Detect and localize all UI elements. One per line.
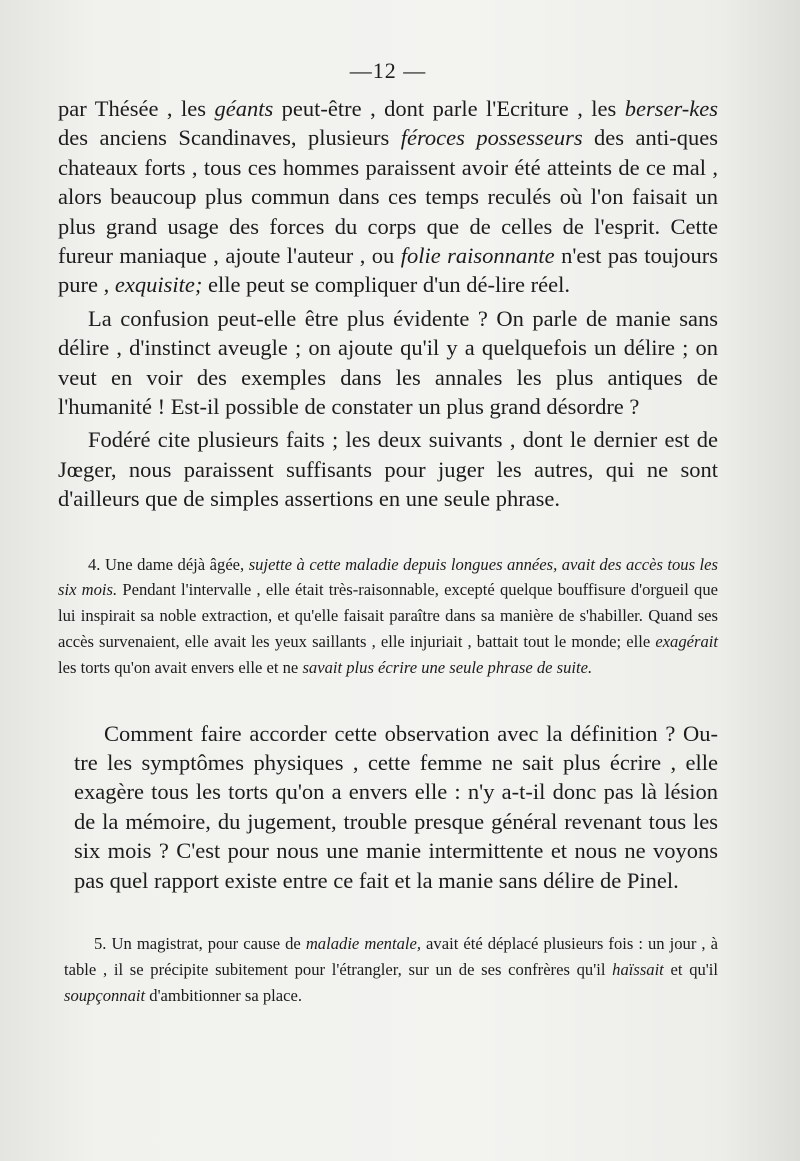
italic-run: berser-kes <box>624 96 719 121</box>
text-run: des anciens Scandinaves, plusieurs <box>58 125 401 151</box>
text-run: des anti-ques chateaux forts , tous ces hommes paraissent avoir été atteints de ce mal , alors beaucoup plus commun dans ces temps reculés où l'on faisait un plus grand usage des forces du corps que de celles de l'esprit. Cette fureur maniaque , ajoute l'auteur , ou <box>58 125 718 269</box>
text-run: Pendant l'intervalle , elle était très-raisonnable, excepté quelque bouffisure d'orgueil que lui inspirait sa noble extraction, et qu'elle faisait paraître dans sa manière de s'habiller. Quand ses accès survenaient, elle avait les yeux saillants , elle injuriait , battait tout le monde; elle <box>58 580 718 652</box>
italic-run: maladie mentale, <box>305 934 422 954</box>
paragraph <box>58 425 718 513</box>
italic-run: savait plus écrire une seule phrase de suite. <box>302 657 593 677</box>
page-content <box>58 58 718 1009</box>
text-run: 4. Une dame déjà âgée, <box>88 554 249 574</box>
body-block-2 <box>74 719 718 895</box>
text-run: Comment faire accorder cette observation avec la définition ? Ou-tre les symptômes physiques , cette femme ne sait plus écrire , elle exagère tous les torts qu'on a envers elle : n'y a-t-il donc pas là lésion de la mémoire, du jugement, trouble presque général revenant tous les six mois ? C'est pour nous une manie intermittente et nous ne voyons pas quel rapport existe entre ce fait et la manie sans délire de Pinel. <box>74 720 718 893</box>
italic-run: exquisite; <box>114 272 203 298</box>
paragraph <box>58 94 718 300</box>
footnote-block-1 <box>58 552 718 681</box>
paragraph <box>58 304 718 422</box>
text-run: d'ambitionner sa place. <box>145 985 303 1005</box>
italic-run: féroces possesseurs <box>400 125 583 151</box>
text-run: elle peut se compliquer d'un dé-lire réel. <box>202 272 570 298</box>
text-run: par Thésée , les <box>58 96 215 121</box>
text-run: les torts qu'on avait envers elle et ne <box>58 657 303 677</box>
italic-run: folie raisonnante <box>400 243 555 269</box>
footnote-block-2 <box>64 931 718 1008</box>
italic-run: haïssait <box>612 959 664 979</box>
text-run: Fodéré cite plusieurs faits ; les deux suivants , dont le dernier est de Jœger, nous paraissent suffisants pour juger les autres, qui ne sont d'ailleurs que de simples assertions en une seule phrase. <box>58 427 718 512</box>
page-number: —12 — <box>349 58 427 83</box>
text-run: et qu'il <box>663 959 719 979</box>
footnote-5 <box>64 931 718 1008</box>
paragraph <box>74 719 718 895</box>
text-run: peut-être , dont parle l'Ecriture , les <box>273 96 625 121</box>
footnote-4 <box>58 552 718 681</box>
italic-run: sujette à cette maladie depuis longues années, avait des accès tous les six mois. <box>58 554 718 600</box>
text-run: 5. Un magistrat, pour cause de <box>94 934 306 954</box>
italic-run: exagérait <box>655 632 718 652</box>
italic-run: soupçonnait <box>64 985 146 1005</box>
italic-run: géants <box>214 96 274 121</box>
text-run: n'est pas toujours pure , <box>58 243 718 298</box>
body-block-1 <box>58 94 718 514</box>
text-run: La confusion peut-elle être plus évidente ? On parle de manie sans délire , d'instinct aveugle ; on ajoute qu'il y a quelquefois un délire ; on veut en voir des exemples dans les annales les plus antiques de l'humanité ! Est-il possible de constater un plus grand désordre ? <box>58 305 718 420</box>
text-run: avait été déplacé plusieurs fois : un jour , à table , il se précipite subitement pour l'étrangler, sur un de ses confrères qu'il <box>64 934 718 979</box>
